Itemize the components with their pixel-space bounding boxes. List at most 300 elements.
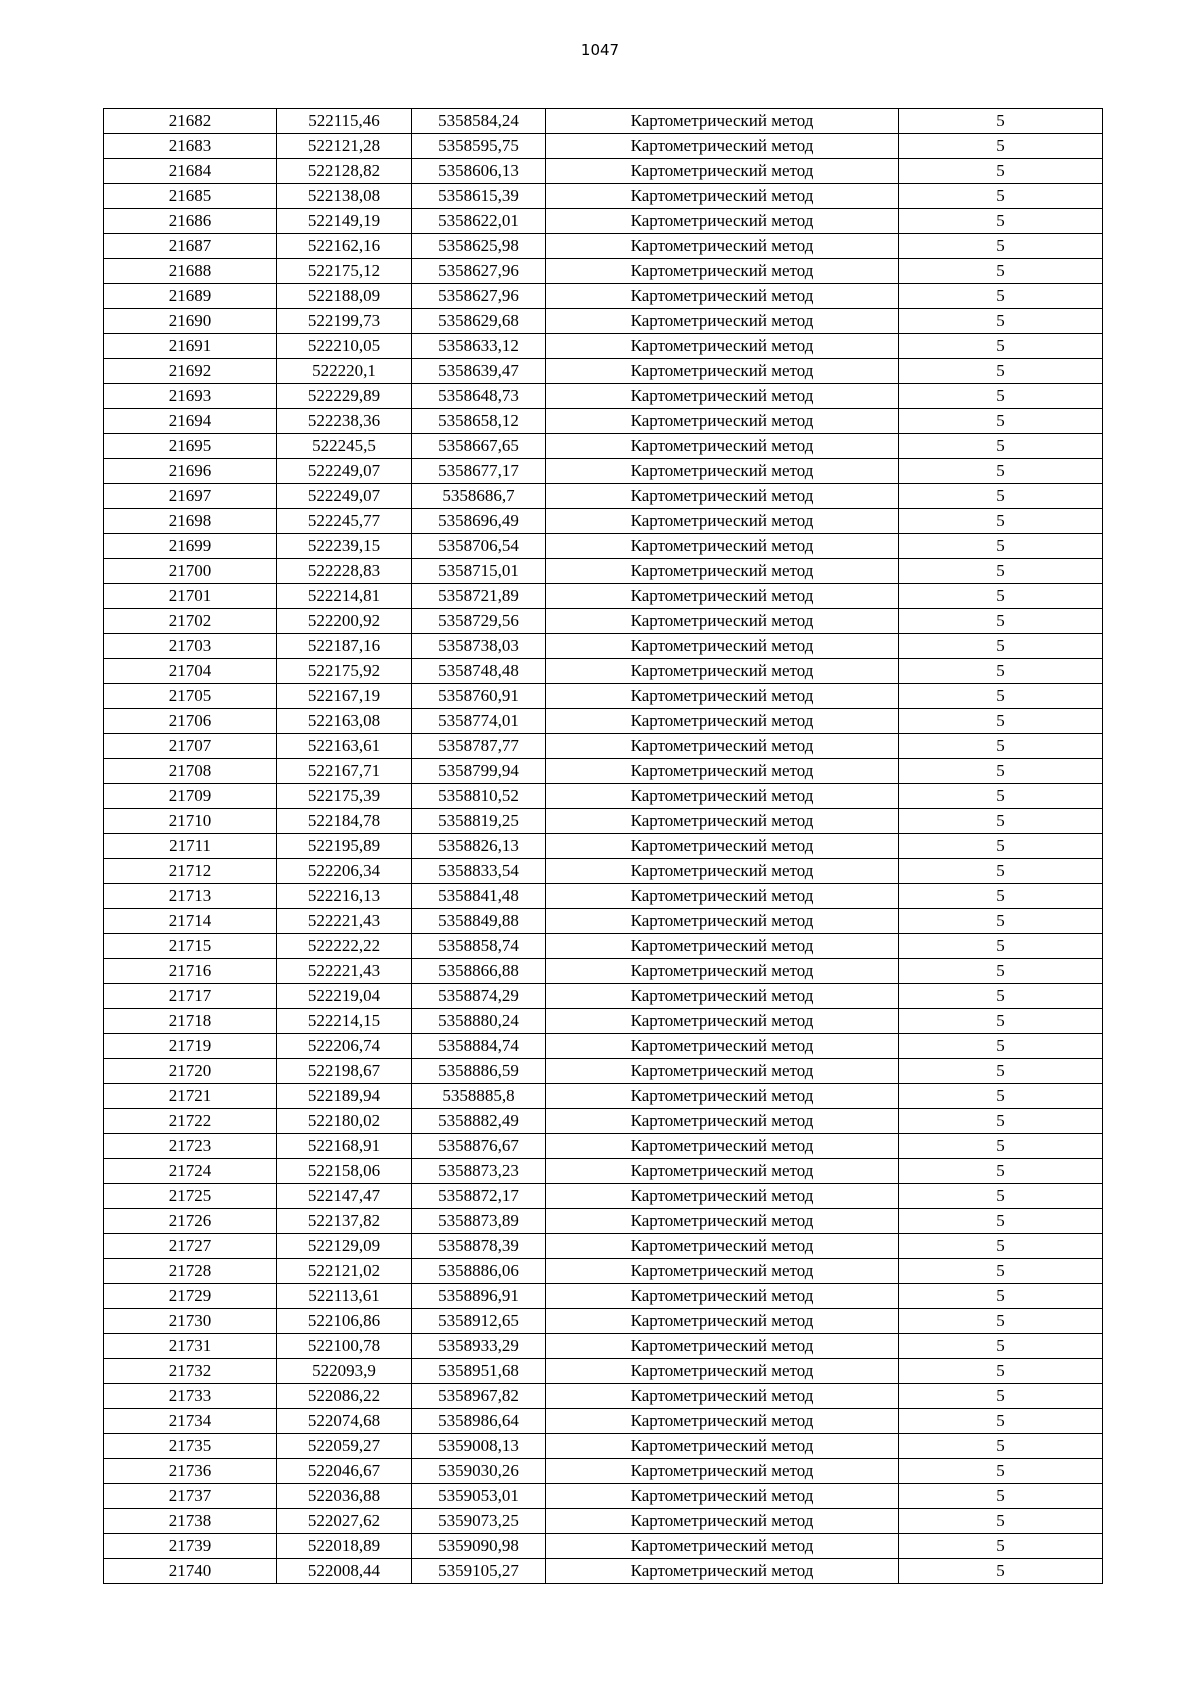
method-cell: Картометрический метод	[546, 509, 899, 534]
method-cell: Картометрический метод	[546, 1559, 899, 1584]
x-coordinate-cell: 522106,86	[277, 1309, 412, 1334]
y-coordinate-cell: 5358873,23	[412, 1159, 546, 1184]
accuracy-cell: 5	[899, 1234, 1103, 1259]
x-coordinate-cell: 522086,22	[277, 1384, 412, 1409]
point-number-cell: 21728	[104, 1259, 277, 1284]
point-number-cell: 21710	[104, 809, 277, 834]
point-number-cell: 21715	[104, 934, 277, 959]
accuracy-cell: 5	[899, 259, 1103, 284]
table-row	[104, 509, 1103, 534]
x-coordinate-cell: 522221,43	[277, 959, 412, 984]
x-coordinate-cell: 522188,09	[277, 284, 412, 309]
y-coordinate-cell: 5358760,91	[412, 684, 546, 709]
table-row	[104, 1159, 1103, 1184]
accuracy-cell: 5	[899, 959, 1103, 984]
method-cell: Картометрический метод	[546, 634, 899, 659]
method-cell: Картометрический метод	[546, 1109, 899, 1134]
accuracy-cell: 5	[899, 784, 1103, 809]
accuracy-cell: 5	[899, 1409, 1103, 1434]
method-cell: Картометрический метод	[546, 334, 899, 359]
x-coordinate-cell: 522245,5	[277, 434, 412, 459]
x-coordinate-cell: 522249,07	[277, 459, 412, 484]
method-cell: Картометрический метод	[546, 1134, 899, 1159]
point-number-cell: 21727	[104, 1234, 277, 1259]
x-coordinate-cell: 522168,91	[277, 1134, 412, 1159]
accuracy-cell: 5	[899, 384, 1103, 409]
accuracy-cell: 5	[899, 834, 1103, 859]
method-cell: Картометрический метод	[546, 1034, 899, 1059]
accuracy-cell: 5	[899, 734, 1103, 759]
table-row	[104, 1009, 1103, 1034]
method-cell: Картометрический метод	[546, 684, 899, 709]
method-cell: Картометрический метод	[546, 1059, 899, 1084]
x-coordinate-cell: 522027,62	[277, 1509, 412, 1534]
accuracy-cell: 5	[899, 1109, 1103, 1134]
table-row	[104, 909, 1103, 934]
table-row	[104, 534, 1103, 559]
y-coordinate-cell: 5359105,27	[412, 1559, 546, 1584]
y-coordinate-cell: 5358715,01	[412, 559, 546, 584]
y-coordinate-cell: 5358721,89	[412, 584, 546, 609]
method-cell: Картометрический метод	[546, 209, 899, 234]
coordinates-table	[103, 108, 1103, 1584]
accuracy-cell: 5	[899, 1559, 1103, 1584]
table-row	[104, 1359, 1103, 1384]
y-coordinate-cell: 5358986,64	[412, 1409, 546, 1434]
point-number-cell: 21699	[104, 534, 277, 559]
x-coordinate-cell: 522018,89	[277, 1534, 412, 1559]
table-row	[104, 1109, 1103, 1134]
method-cell: Картометрический метод	[546, 934, 899, 959]
y-coordinate-cell: 5358849,88	[412, 909, 546, 934]
page-number: 1047	[580, 41, 620, 59]
accuracy-cell: 5	[899, 1059, 1103, 1084]
point-number-cell: 21738	[104, 1509, 277, 1534]
table-row	[104, 1209, 1103, 1234]
x-coordinate-cell: 522129,09	[277, 1234, 412, 1259]
y-coordinate-cell: 5358810,52	[412, 784, 546, 809]
x-coordinate-cell: 522198,67	[277, 1059, 412, 1084]
point-number-cell: 21703	[104, 634, 277, 659]
accuracy-cell: 5	[899, 709, 1103, 734]
accuracy-cell: 5	[899, 609, 1103, 634]
method-cell: Картометрический метод	[546, 359, 899, 384]
point-number-cell: 21682	[104, 109, 277, 134]
y-coordinate-cell: 5358729,56	[412, 609, 546, 634]
y-coordinate-cell: 5358799,94	[412, 759, 546, 784]
accuracy-cell: 5	[899, 1309, 1103, 1334]
table-row	[104, 409, 1103, 434]
method-cell: Картометрический метод	[546, 434, 899, 459]
table-row	[104, 784, 1103, 809]
accuracy-cell: 5	[899, 884, 1103, 909]
method-cell: Картометрический метод	[546, 709, 899, 734]
point-number-cell: 21712	[104, 859, 277, 884]
point-number-cell: 21688	[104, 259, 277, 284]
x-coordinate-cell: 522113,61	[277, 1284, 412, 1309]
point-number-cell: 21735	[104, 1434, 277, 1459]
y-coordinate-cell: 5358912,65	[412, 1309, 546, 1334]
method-cell: Картометрический метод	[546, 134, 899, 159]
method-cell: Картометрический метод	[546, 659, 899, 684]
y-coordinate-cell: 5358873,89	[412, 1209, 546, 1234]
x-coordinate-cell: 522200,92	[277, 609, 412, 634]
table-row	[104, 609, 1103, 634]
x-coordinate-cell: 522180,02	[277, 1109, 412, 1134]
y-coordinate-cell: 5358677,17	[412, 459, 546, 484]
point-number-cell: 21716	[104, 959, 277, 984]
accuracy-cell: 5	[899, 234, 1103, 259]
accuracy-cell: 5	[899, 1534, 1103, 1559]
y-coordinate-cell: 5358896,91	[412, 1284, 546, 1309]
method-cell: Картометрический метод	[546, 1384, 899, 1409]
x-coordinate-cell: 522008,44	[277, 1559, 412, 1584]
table-row	[104, 209, 1103, 234]
accuracy-cell: 5	[899, 1159, 1103, 1184]
point-number-cell: 21701	[104, 584, 277, 609]
accuracy-cell: 5	[899, 209, 1103, 234]
method-cell: Картометрический метод	[546, 1409, 899, 1434]
table-row	[104, 584, 1103, 609]
accuracy-cell: 5	[899, 1384, 1103, 1409]
table-row	[104, 934, 1103, 959]
accuracy-cell: 5	[899, 109, 1103, 134]
point-number-cell: 21689	[104, 284, 277, 309]
x-coordinate-cell: 522210,05	[277, 334, 412, 359]
y-coordinate-cell: 5359030,26	[412, 1459, 546, 1484]
accuracy-cell: 5	[899, 159, 1103, 184]
method-cell: Картометрический метод	[546, 1184, 899, 1209]
accuracy-cell: 5	[899, 134, 1103, 159]
x-coordinate-cell: 522163,08	[277, 709, 412, 734]
accuracy-cell: 5	[899, 659, 1103, 684]
y-coordinate-cell: 5358841,48	[412, 884, 546, 909]
y-coordinate-cell: 5359090,98	[412, 1534, 546, 1559]
table-row	[104, 1234, 1103, 1259]
point-number-cell: 21683	[104, 134, 277, 159]
y-coordinate-cell: 5358625,98	[412, 234, 546, 259]
x-coordinate-cell: 522059,27	[277, 1434, 412, 1459]
x-coordinate-cell: 522175,92	[277, 659, 412, 684]
method-cell: Картометрический метод	[546, 1434, 899, 1459]
y-coordinate-cell: 5358874,29	[412, 984, 546, 1009]
method-cell: Картометрический метод	[546, 1534, 899, 1559]
point-number-cell: 21730	[104, 1309, 277, 1334]
point-number-cell: 21702	[104, 609, 277, 634]
point-number-cell: 21692	[104, 359, 277, 384]
y-coordinate-cell: 5358629,68	[412, 309, 546, 334]
y-coordinate-cell: 5358584,24	[412, 109, 546, 134]
method-cell: Картометрический метод	[546, 159, 899, 184]
y-coordinate-cell: 5358658,12	[412, 409, 546, 434]
table-body	[104, 109, 1103, 1584]
method-cell: Картометрический метод	[546, 1259, 899, 1284]
x-coordinate-cell: 522149,19	[277, 209, 412, 234]
y-coordinate-cell: 5358866,88	[412, 959, 546, 984]
accuracy-cell: 5	[899, 1284, 1103, 1309]
y-coordinate-cell: 5358819,25	[412, 809, 546, 834]
point-number-cell: 21691	[104, 334, 277, 359]
point-number-cell: 21713	[104, 884, 277, 909]
y-coordinate-cell: 5358880,24	[412, 1009, 546, 1034]
point-number-cell: 21696	[104, 459, 277, 484]
y-coordinate-cell: 5358826,13	[412, 834, 546, 859]
accuracy-cell: 5	[899, 184, 1103, 209]
x-coordinate-cell: 522184,78	[277, 809, 412, 834]
x-coordinate-cell: 522093,9	[277, 1359, 412, 1384]
x-coordinate-cell: 522046,67	[277, 1459, 412, 1484]
point-number-cell: 21721	[104, 1084, 277, 1109]
table-row	[104, 1384, 1103, 1409]
accuracy-cell: 5	[899, 1184, 1103, 1209]
point-number-cell: 21739	[104, 1534, 277, 1559]
method-cell: Картометрический метод	[546, 1284, 899, 1309]
method-cell: Картометрический метод	[546, 459, 899, 484]
x-coordinate-cell: 522219,04	[277, 984, 412, 1009]
x-coordinate-cell: 522228,83	[277, 559, 412, 584]
table-row	[104, 734, 1103, 759]
table-row	[104, 1434, 1103, 1459]
point-number-cell: 21723	[104, 1134, 277, 1159]
table-row	[104, 109, 1103, 134]
y-coordinate-cell: 5359073,25	[412, 1509, 546, 1534]
x-coordinate-cell: 522121,28	[277, 134, 412, 159]
accuracy-cell: 5	[899, 1084, 1103, 1109]
x-coordinate-cell: 522189,94	[277, 1084, 412, 1109]
accuracy-cell: 5	[899, 434, 1103, 459]
x-coordinate-cell: 522220,1	[277, 359, 412, 384]
method-cell: Картометрический метод	[546, 184, 899, 209]
y-coordinate-cell: 5359053,01	[412, 1484, 546, 1509]
method-cell: Картометрический метод	[546, 1334, 899, 1359]
method-cell: Картометрический метод	[546, 559, 899, 584]
y-coordinate-cell: 5358622,01	[412, 209, 546, 234]
table-row	[104, 1509, 1103, 1534]
y-coordinate-cell: 5358833,54	[412, 859, 546, 884]
table-row	[104, 1184, 1103, 1209]
x-coordinate-cell: 522158,06	[277, 1159, 412, 1184]
y-coordinate-cell: 5358696,49	[412, 509, 546, 534]
accuracy-cell: 5	[899, 1134, 1103, 1159]
accuracy-cell: 5	[899, 859, 1103, 884]
table-row	[104, 259, 1103, 284]
table-row	[104, 1084, 1103, 1109]
method-cell: Картометрический метод	[546, 1309, 899, 1334]
method-cell: Картометрический метод	[546, 1459, 899, 1484]
method-cell: Картометрический метод	[546, 309, 899, 334]
y-coordinate-cell: 5358595,75	[412, 134, 546, 159]
accuracy-cell: 5	[899, 484, 1103, 509]
accuracy-cell: 5	[899, 1209, 1103, 1234]
table-row	[104, 884, 1103, 909]
method-cell: Картометрический метод	[546, 234, 899, 259]
x-coordinate-cell: 522163,61	[277, 734, 412, 759]
y-coordinate-cell: 5358748,48	[412, 659, 546, 684]
table-row	[104, 384, 1103, 409]
point-number-cell: 21719	[104, 1034, 277, 1059]
table-row	[104, 284, 1103, 309]
x-coordinate-cell: 522239,15	[277, 534, 412, 559]
table-row	[104, 184, 1103, 209]
x-coordinate-cell: 522137,82	[277, 1209, 412, 1234]
table-row	[104, 809, 1103, 834]
x-coordinate-cell: 522206,34	[277, 859, 412, 884]
x-coordinate-cell: 522074,68	[277, 1409, 412, 1434]
accuracy-cell: 5	[899, 1509, 1103, 1534]
table-row	[104, 359, 1103, 384]
table-row	[104, 1134, 1103, 1159]
x-coordinate-cell: 522167,71	[277, 759, 412, 784]
x-coordinate-cell: 522138,08	[277, 184, 412, 209]
table-row	[104, 1034, 1103, 1059]
x-coordinate-cell: 522115,46	[277, 109, 412, 134]
y-coordinate-cell: 5358878,39	[412, 1234, 546, 1259]
method-cell: Картометрический метод	[546, 259, 899, 284]
table-row	[104, 1484, 1103, 1509]
method-cell: Картометрический метод	[546, 409, 899, 434]
x-coordinate-cell: 522222,22	[277, 934, 412, 959]
y-coordinate-cell: 5358615,39	[412, 184, 546, 209]
x-coordinate-cell: 522238,36	[277, 409, 412, 434]
table-row	[104, 459, 1103, 484]
accuracy-cell: 5	[899, 359, 1103, 384]
x-coordinate-cell: 522214,81	[277, 584, 412, 609]
y-coordinate-cell: 5358967,82	[412, 1384, 546, 1409]
point-number-cell: 21717	[104, 984, 277, 1009]
point-number-cell: 21693	[104, 384, 277, 409]
y-coordinate-cell: 5358886,59	[412, 1059, 546, 1084]
y-coordinate-cell: 5358738,03	[412, 634, 546, 659]
method-cell: Картометрический метод	[546, 1484, 899, 1509]
method-cell: Картометрический метод	[546, 484, 899, 509]
accuracy-cell: 5	[899, 1434, 1103, 1459]
method-cell: Картометрический метод	[546, 109, 899, 134]
point-number-cell: 21726	[104, 1209, 277, 1234]
point-number-cell: 21698	[104, 509, 277, 534]
x-coordinate-cell: 522245,77	[277, 509, 412, 534]
y-coordinate-cell: 5358633,12	[412, 334, 546, 359]
point-number-cell: 21729	[104, 1284, 277, 1309]
x-coordinate-cell: 522187,16	[277, 634, 412, 659]
x-coordinate-cell: 522175,12	[277, 259, 412, 284]
x-coordinate-cell: 522206,74	[277, 1034, 412, 1059]
point-number-cell: 21732	[104, 1359, 277, 1384]
accuracy-cell: 5	[899, 309, 1103, 334]
table-row	[104, 1459, 1103, 1484]
method-cell: Картометрический метод	[546, 1084, 899, 1109]
accuracy-cell: 5	[899, 1459, 1103, 1484]
method-cell: Картометрический метод	[546, 784, 899, 809]
table-row	[104, 984, 1103, 1009]
accuracy-cell: 5	[899, 1034, 1103, 1059]
table-row	[104, 1534, 1103, 1559]
point-number-cell: 21685	[104, 184, 277, 209]
table-row	[104, 484, 1103, 509]
accuracy-cell: 5	[899, 284, 1103, 309]
point-number-cell: 21706	[104, 709, 277, 734]
x-coordinate-cell: 522121,02	[277, 1259, 412, 1284]
accuracy-cell: 5	[899, 409, 1103, 434]
accuracy-cell: 5	[899, 334, 1103, 359]
y-coordinate-cell: 5358667,65	[412, 434, 546, 459]
table-row	[104, 1309, 1103, 1334]
accuracy-cell: 5	[899, 1484, 1103, 1509]
point-number-cell: 21740	[104, 1559, 277, 1584]
x-coordinate-cell: 522128,82	[277, 159, 412, 184]
y-coordinate-cell: 5358872,17	[412, 1184, 546, 1209]
x-coordinate-cell: 522221,43	[277, 909, 412, 934]
table-row	[104, 634, 1103, 659]
x-coordinate-cell: 522199,73	[277, 309, 412, 334]
accuracy-cell: 5	[899, 459, 1103, 484]
accuracy-cell: 5	[899, 1259, 1103, 1284]
method-cell: Картометрический метод	[546, 584, 899, 609]
table-row	[104, 159, 1103, 184]
y-coordinate-cell: 5358933,29	[412, 1334, 546, 1359]
method-cell: Картометрический метод	[546, 734, 899, 759]
x-coordinate-cell: 522147,47	[277, 1184, 412, 1209]
method-cell: Картометрический метод	[546, 284, 899, 309]
method-cell: Картометрический метод	[546, 384, 899, 409]
accuracy-cell: 5	[899, 934, 1103, 959]
accuracy-cell: 5	[899, 1334, 1103, 1359]
method-cell: Картометрический метод	[546, 759, 899, 784]
x-coordinate-cell: 522195,89	[277, 834, 412, 859]
y-coordinate-cell: 5358648,73	[412, 384, 546, 409]
point-number-cell: 21708	[104, 759, 277, 784]
method-cell: Картометрический метод	[546, 959, 899, 984]
method-cell: Картометрический метод	[546, 1009, 899, 1034]
table-row	[104, 309, 1103, 334]
point-number-cell: 21731	[104, 1334, 277, 1359]
y-coordinate-cell: 5358858,74	[412, 934, 546, 959]
point-number-cell: 21714	[104, 909, 277, 934]
table-row	[104, 1259, 1103, 1284]
y-coordinate-cell: 5358706,54	[412, 534, 546, 559]
table-row	[104, 709, 1103, 734]
point-number-cell: 21684	[104, 159, 277, 184]
table-row	[104, 684, 1103, 709]
table-row	[104, 1559, 1103, 1584]
point-number-cell: 21720	[104, 1059, 277, 1084]
accuracy-cell: 5	[899, 1009, 1103, 1034]
point-number-cell: 21736	[104, 1459, 277, 1484]
point-number-cell: 21694	[104, 409, 277, 434]
accuracy-cell: 5	[899, 584, 1103, 609]
method-cell: Картометрический метод	[546, 609, 899, 634]
method-cell: Картометрический метод	[546, 1159, 899, 1184]
table-row	[104, 834, 1103, 859]
point-number-cell: 21686	[104, 209, 277, 234]
y-coordinate-cell: 5358774,01	[412, 709, 546, 734]
method-cell: Картометрический метод	[546, 884, 899, 909]
table-row	[104, 1409, 1103, 1434]
table-row	[104, 334, 1103, 359]
y-coordinate-cell: 5358606,13	[412, 159, 546, 184]
point-number-cell: 21733	[104, 1384, 277, 1409]
x-coordinate-cell: 522175,39	[277, 784, 412, 809]
y-coordinate-cell: 5358627,96	[412, 259, 546, 284]
x-coordinate-cell: 522216,13	[277, 884, 412, 909]
point-number-cell: 21737	[104, 1484, 277, 1509]
method-cell: Картометрический метод	[546, 859, 899, 884]
point-number-cell: 21709	[104, 784, 277, 809]
y-coordinate-cell: 5358886,06	[412, 1259, 546, 1284]
table-row	[104, 1334, 1103, 1359]
method-cell: Картометрический метод	[546, 909, 899, 934]
table-row	[104, 659, 1103, 684]
point-number-cell: 21711	[104, 834, 277, 859]
